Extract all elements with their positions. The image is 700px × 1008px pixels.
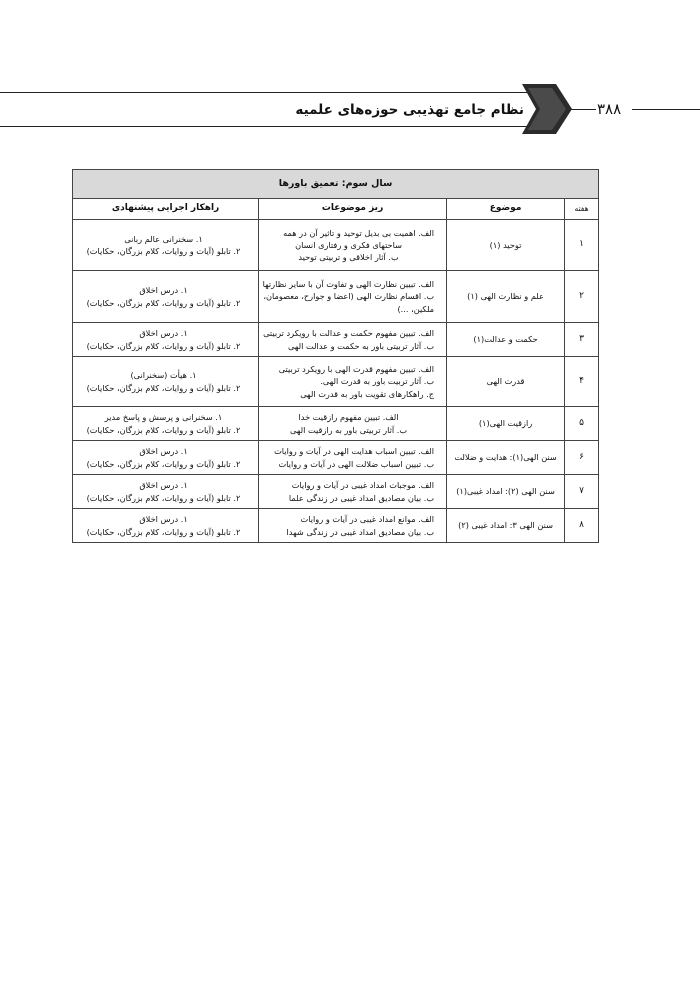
- solution-line: ۱. درس اخلاق: [139, 446, 188, 457]
- subtopic-line: ب. بیان مصادیق امداد غیبی در زندگی علما: [288, 492, 435, 503]
- table-row: [73, 271, 599, 323]
- subtopic-line: ب. آثار تربیت باور به قدرت الهی.: [320, 376, 435, 387]
- header-arrow-badge-icon: [522, 84, 574, 134]
- subtopics-cell: [259, 220, 447, 271]
- solution-line: ۱. درس اخلاق: [139, 480, 188, 491]
- solution-line: ۱. هیأت (سخنرانی): [130, 370, 197, 381]
- subtopic-line: الف. تبیین مفهوم رازقیت خدا: [298, 412, 399, 423]
- subtopics-cell: [259, 271, 447, 323]
- week-cell: ۴: [565, 357, 599, 407]
- subtopic-line: الف. موجبات امداد غیبی در آیات و روایات: [291, 480, 435, 491]
- topic-cell: توحید (۱): [447, 220, 565, 271]
- topic-cell: رازقیت الهی(۱): [447, 407, 565, 441]
- subtopics-cell: [259, 323, 447, 357]
- subtopic-line: الف. تبیین مفهوم حکمت و عدالت با رویکرد تربیتی: [263, 328, 435, 339]
- week-cell: ۶: [565, 441, 599, 475]
- header-rule-bottom: [0, 126, 548, 127]
- subtopic-line: ملکین، ...): [397, 303, 435, 314]
- curriculum-table: [72, 169, 599, 543]
- solutions-cell: [73, 271, 259, 323]
- subtopic-line: ب. آثار اخلاقی و تربیتی توحید: [298, 252, 399, 263]
- subtopic-line: ب. بیان مصادیق امداد غیبی در زندگی شهدا: [286, 526, 435, 537]
- subtopic-line: الف. تبیین اسباب هدایت الهی در آیات و روایات: [274, 446, 435, 457]
- topic-cell: سنن الهی ۳: امداد غیبی (۲): [447, 509, 565, 543]
- solution-line: ۲. تابلو (آیات و روایات، کلام بزرگان، حکایات): [86, 424, 241, 435]
- table-row: [73, 475, 599, 509]
- subtopic-line: الف. موانع امداد غیبی در آیات و روایات: [300, 514, 435, 525]
- week-cell: ۵: [565, 407, 599, 441]
- solutions-cell: [73, 509, 259, 543]
- solutions-cell: [73, 475, 259, 509]
- header-connector: [570, 109, 596, 110]
- solutions-cell: [73, 357, 259, 407]
- page-number-rule: [632, 109, 700, 110]
- table-row: [73, 441, 599, 475]
- table-row: [73, 509, 599, 543]
- solution-line: ۲. تابلو (آیات و روایات، کلام بزرگان، حکایات): [86, 526, 241, 537]
- solution-line: ۱. درس اخلاق: [139, 285, 188, 296]
- week-cell: ۷: [565, 475, 599, 509]
- solution-line: ۱. سخنرانی عالم ربانی: [124, 233, 203, 244]
- book-title: نظام جامع تهذیبی حوزه‌های علمیه: [295, 102, 524, 118]
- week-cell: ۸: [565, 509, 599, 543]
- subtopic-line: ب. آثار تربیتی باور به رازقیت الهی: [290, 424, 408, 435]
- table-row: [73, 407, 599, 441]
- subtopic-line: ب. اقسام نظارت الهی (اعضا و جوارح، معصومان،: [263, 291, 435, 302]
- solution-line: ۲. تابلو (آیات و روایات، کلام بزرگان، حکایات): [86, 458, 241, 469]
- table-row: [73, 357, 599, 407]
- solution-line: ۱. درس اخلاق: [139, 514, 188, 525]
- subtopic-line: ب. آثار تربیتی باور به حکمت و عدالت الهی: [288, 340, 435, 351]
- week-cell: ۳: [565, 323, 599, 357]
- subtopic-line: الف. تبیین مفهوم قدرت الهی با رویکرد تربیتی: [278, 364, 435, 375]
- subtopic-line: ب. تبیین اسباب ضلالت الهی در آیات و روایات: [278, 458, 435, 469]
- subtopic-line: الف. اهمیت بی بدیل توحید و تاثیر آن در همه: [283, 227, 435, 238]
- subtopic-line: الف. تبیین نظارت الهی و تفاوت آن با سایر نظارتها: [262, 279, 435, 290]
- week-cell: ۲: [565, 271, 599, 323]
- solution-line: ۲. تابلو (آیات و روایات، کلام بزرگان، حکایات): [86, 297, 241, 308]
- topic-cell: حکمت و عدالت(۱): [447, 323, 565, 357]
- column-header-week: هفته: [565, 199, 599, 220]
- subtopics-cell: [259, 509, 447, 543]
- subtopics-cell: [259, 441, 447, 475]
- topic-cell: قدرت الهی: [447, 357, 565, 407]
- solution-line: ۲. تابلو (آیات و روایات، کلام بزرگان، حکایات): [86, 246, 241, 256]
- solutions-cell: [73, 220, 259, 271]
- solutions-cell: [73, 323, 259, 357]
- topic-cell: سنن الهی(۱): هدایت و ضلالت: [447, 441, 565, 475]
- week-cell: ۱: [565, 220, 599, 271]
- subtopics-cell: [259, 475, 447, 509]
- subtopics-cell: [259, 357, 447, 407]
- column-header-subtopics: ریز موضوعات: [259, 199, 447, 220]
- solutions-cell: [73, 441, 259, 475]
- subtopics-cell: [259, 407, 447, 441]
- topic-cell: سنن الهی (۲): امداد غیبی(۱): [447, 475, 565, 509]
- page-number: ۳۸۸: [597, 100, 622, 118]
- subtopic-line: ج. راهکارهای تقویت باور به قدرت الهی: [300, 388, 435, 399]
- table-row: [73, 323, 599, 357]
- solution-line: ۲. تابلو (آیات و روایات، کلام بزرگان، حکایات): [86, 492, 241, 503]
- solution-line: ۲. تابلو (آیات و روایات، کلام بزرگان، حکایات): [86, 340, 241, 351]
- table-row: [73, 220, 599, 271]
- table-caption: سال سوم: تعمیق باورها: [73, 170, 599, 199]
- solution-line: ۱. سخنرانی و پرسش و پاسخ مدیر: [104, 412, 223, 423]
- column-header-solutions: راهکار اجرایی پیشنهادی: [73, 199, 259, 220]
- topic-cell: علم و نظارت الهی (۱): [447, 271, 565, 323]
- solutions-cell: [73, 407, 259, 441]
- solution-line: ۱. درس اخلاق: [139, 328, 188, 339]
- solution-line: ۲. تابلو (آیات و روایات، کلام بزرگان، حکایات): [86, 382, 241, 393]
- column-header-topic: موضوع: [447, 199, 565, 220]
- header-rule-top: [0, 92, 548, 93]
- subtopic-line: ساحتهای فکری و رفتاری انسان: [295, 239, 402, 250]
